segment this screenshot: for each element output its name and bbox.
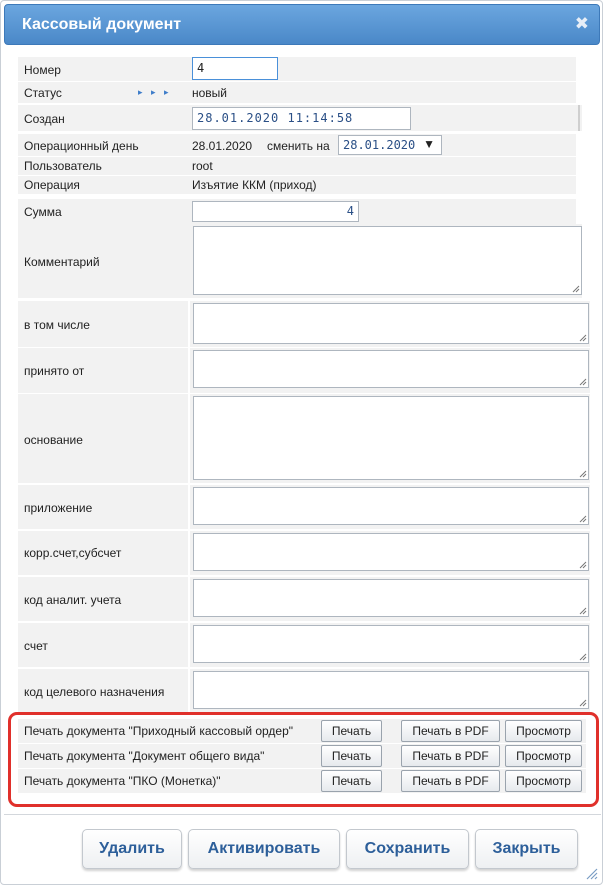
title-bar[interactable]	[4, 4, 600, 45]
footer-divider	[4, 814, 601, 815]
label-opday: Операционный день	[24, 139, 139, 153]
close-icon[interactable]: ✖	[574, 14, 589, 33]
row-osnovanie	[18, 394, 188, 483]
label-sozdan: Создан	[24, 112, 65, 126]
label-status: Статус	[24, 86, 62, 100]
label-kod-cel: код целевого назначения	[24, 685, 165, 699]
delete-button[interactable]: Удалить	[82, 829, 182, 869]
label-korr: корр.счет,субсчет	[24, 546, 122, 560]
label-comment: Комментарий	[24, 255, 100, 269]
preview-button[interactable]: Просмотр	[505, 720, 582, 742]
save-button[interactable]: Сохранить	[346, 829, 469, 869]
status-value: новый	[192, 86, 228, 100]
row-vtom	[18, 301, 188, 347]
print-pdf-button[interactable]: Печать в PDF	[401, 770, 500, 792]
label-prilozhenie: приложение	[24, 501, 93, 515]
label-nomer: Номер	[24, 63, 61, 77]
row-status	[18, 82, 576, 103]
label-prinyato: принято от	[24, 364, 85, 378]
print-row-label: Печать документа "ПКО (Монетка)"	[24, 774, 221, 788]
kod-anal-textarea[interactable]	[193, 579, 589, 617]
print-button[interactable]: Печать	[321, 720, 382, 742]
row-opday	[18, 134, 576, 156]
preview-button[interactable]: Просмотр	[505, 745, 582, 767]
print-button[interactable]: Печать	[321, 770, 382, 792]
resize-grip-icon[interactable]	[578, 333, 587, 342]
osnovanie-textarea[interactable]	[193, 396, 589, 480]
prilozhenie-textarea[interactable]	[193, 487, 589, 525]
print-row-label: Печать документа "Приходный кассовый ордер"	[24, 724, 294, 738]
operation-value: Изъятие ККМ (приход)	[192, 178, 317, 192]
nomer-input[interactable]: 4	[192, 57, 278, 80]
row-korr	[18, 531, 188, 575]
vtom-textarea[interactable]	[193, 303, 589, 344]
row-operation	[18, 176, 576, 194]
resize-grip-icon[interactable]	[578, 698, 587, 707]
resize-grip-icon[interactable]	[578, 606, 587, 615]
resize-grip-icon[interactable]	[578, 469, 587, 478]
print-button[interactable]: Печать	[321, 745, 382, 767]
prinyato-textarea[interactable]	[193, 350, 589, 388]
resize-grip-icon[interactable]	[578, 377, 587, 386]
created-divider	[578, 105, 580, 131]
user-value: root	[192, 159, 213, 173]
close-button[interactable]: Закрыть	[475, 829, 578, 869]
row-schet	[18, 623, 188, 667]
row-nomer	[18, 57, 576, 81]
chevron-down-icon: ▼	[423, 137, 435, 151]
label-vtom: в том числе	[24, 318, 90, 332]
print-pdf-button[interactable]: Печать в PDF	[401, 745, 500, 767]
label-kod-anal: код аналит. учета	[24, 593, 122, 607]
print-section-highlight	[8, 712, 599, 807]
print-pdf-button[interactable]: Печать в PDF	[401, 720, 500, 742]
row-prinyato	[18, 348, 188, 393]
activate-button[interactable]: Активировать	[188, 829, 340, 869]
row-kod-anal	[18, 577, 188, 621]
resize-grip-icon[interactable]	[571, 284, 580, 293]
window-resize-grip-icon[interactable]	[584, 866, 598, 880]
status-arrows-icon[interactable]: ▸ ▸ ▸	[138, 87, 172, 97]
print-row-label: Печать документа "Документ общего вида"	[24, 749, 265, 763]
comment-textarea[interactable]	[193, 226, 582, 295]
label-schet: счет	[24, 639, 48, 653]
label-osnovanie: основание	[24, 433, 83, 447]
row-kod-cel	[18, 669, 188, 713]
schet-textarea[interactable]	[193, 625, 589, 663]
label-operation: Операция	[24, 178, 80, 192]
resize-grip-icon[interactable]	[578, 560, 587, 569]
row-prilozhenie	[18, 485, 188, 529]
opday-select-value: 28.01.2020	[343, 138, 416, 152]
label-summa: Сумма	[24, 205, 62, 219]
opday-select[interactable]	[338, 135, 442, 155]
preview-button[interactable]: Просмотр	[505, 770, 582, 792]
dialog-title: Кассовый документ	[22, 16, 182, 33]
opday-value: 28.01.2020	[192, 139, 253, 153]
resize-grip-icon[interactable]	[578, 652, 587, 661]
label-user: Пользователь	[24, 159, 102, 173]
kod-cel-textarea[interactable]	[193, 671, 589, 709]
opday-change-label: сменить на	[267, 139, 330, 153]
summa-input[interactable]: 4	[192, 201, 359, 222]
resize-grip-icon[interactable]	[578, 514, 587, 523]
korr-textarea[interactable]	[193, 533, 589, 571]
row-user	[18, 157, 576, 175]
created-input[interactable]: 28.01.2020 11:14:58	[192, 107, 411, 130]
